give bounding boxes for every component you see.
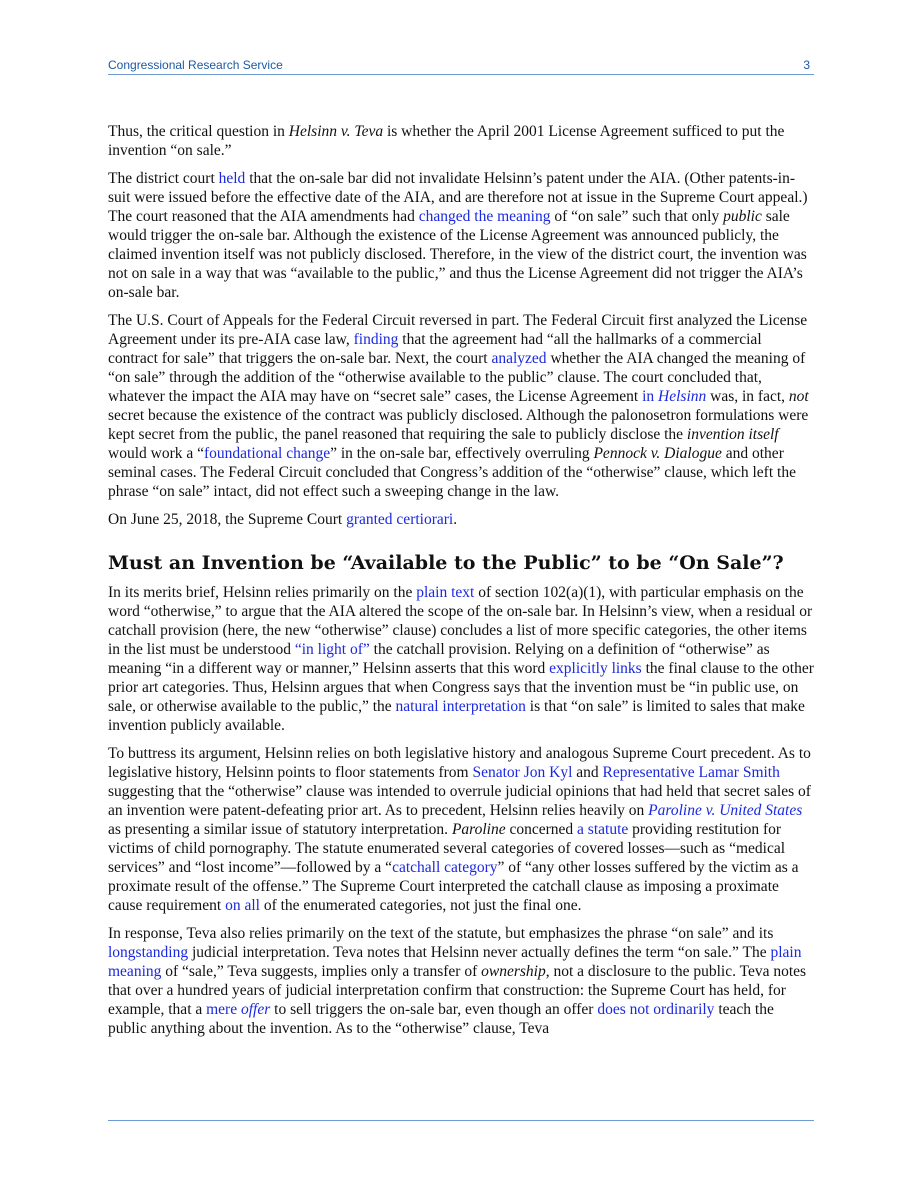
text: secret because the existence of the contract was publicly disclosed. Although the palonosetron formulations were kept secret from the public, the panel reasoned that requiring the sale to publicly disclose the	[108, 407, 809, 443]
link-changed-the-meaning[interactable]: changed the meaning	[418, 208, 551, 225]
emphasis: ownership	[481, 963, 546, 980]
text: the final clause to the other prior art categories. Thus, Helsinn argues that when Congress says that the invention must be “in public use, on sale, or otherwise available to the public,” the	[108, 660, 814, 715]
link-paroline-v-united-states[interactable]	[648, 802, 802, 819]
link-text: mere	[206, 1001, 241, 1018]
document-body	[108, 122, 814, 1047]
link-senator-jon-kyl[interactable]: Senator Jon Kyl	[472, 764, 573, 781]
link-analyzed[interactable]: analyzed	[491, 350, 547, 367]
link-catchall-category[interactable]: catchall category	[392, 859, 498, 876]
text: The district court	[108, 170, 219, 187]
link-finding[interactable]: finding	[353, 331, 399, 348]
text: On June 25, 2018, the Supreme Court	[108, 511, 347, 528]
link-a-statute[interactable]: a statute	[577, 821, 629, 838]
text: judicial interpretation. Teva notes that Helsinn never actually defines the term “on sale.” The	[188, 944, 771, 961]
text: is whether the April 2001 License Agreement sufficed to put the invention “on sale.”	[108, 123, 785, 159]
link-text-italic: Paroline v. United States	[648, 802, 803, 819]
footer-divider	[108, 1120, 814, 1121]
text: To buttress its argument, Helsinn relies on both legislative history and analogous Supreme Court precedent. As to legislative history, Helsinn points to floor statements from	[108, 745, 811, 781]
link-does-not-ordinarily[interactable]: does not ordinarily	[597, 1001, 715, 1018]
paragraph-6	[108, 744, 814, 915]
link-in-light-of[interactable]: “in light of”	[294, 641, 370, 658]
header-title: Congressional Research Service	[108, 58, 283, 72]
link-natural-interpretation[interactable]: natural interpretation	[395, 698, 526, 715]
text: sale would trigger the on-sale bar. Although the existence of the License Agreement was announced publicly, the claimed invention itself was not publicly disclosed. Therefore, in the view of the district court, the invention was not on sale in a way that was “available to the public,” and thus the License Agreement did not trigger the AIA’s on-sale bar.	[108, 208, 807, 301]
link-in-helsinn[interactable]	[642, 388, 706, 405]
link-granted-certiorari[interactable]: granted certiorari	[346, 511, 454, 528]
page-header	[108, 58, 814, 75]
text: the catchall provision. Relying on a definition of “otherwise” as meaning “in a different way or manner,” Helsinn asserts that this word	[108, 641, 770, 677]
paragraph-3	[108, 311, 814, 501]
text: In response, Teva also relies primarily on the text of the statute, but emphasizes the phrase “on sale” and its	[108, 925, 774, 942]
section-heading: Must an Invention be “Available to the Public” to be “On Sale”?	[108, 552, 784, 574]
text: of the enumerated categories, not just the final one.	[259, 897, 582, 914]
text: of “sale,” Teva suggests, implies only a transfer of	[161, 963, 482, 980]
link-plain-meaning[interactable]: plain meaning	[108, 944, 802, 980]
emphasis: invention itself	[686, 426, 779, 443]
case-name: Paroline	[451, 821, 506, 838]
paragraph-5	[108, 583, 814, 735]
text: In its merits brief, Helsinn relies primarily on the	[108, 584, 417, 601]
text: teach the public anything about the invention. As to the “otherwise” clause, Teva	[108, 1001, 774, 1037]
link-held[interactable]: held	[218, 170, 246, 187]
text: providing restitution for victims of child pornography. The statute enumerated several categories of covered losses—such as “medical services” and “lost income”—followed by a “	[108, 821, 786, 876]
link-mere-offer[interactable]	[206, 1001, 270, 1018]
text: ” in the on-sale bar, effectively overruling	[330, 445, 594, 462]
text: and other seminal cases. The Federal Circuit concluded that Congress’s addition of the “otherwise” clause, which left the phrase “on sale” intact, did not effect such a sweeping change in the law.	[108, 445, 796, 500]
link-foundational-change[interactable]: foundational change	[204, 445, 331, 462]
link-on-all[interactable]: on all	[225, 897, 260, 914]
text: of section 102(a)(1), with particular emphasis on the word “otherwise,” to argue that the AIA altered the scope of the on-sale bar. In Helsinn’s view, when a residual or catchall provision (here, the new “otherwise” clause) concludes a list of more specific categories, the other items in the list must be understood	[108, 584, 813, 658]
header-divider	[108, 74, 814, 75]
text: as presenting a similar issue of statutory interpretation.	[108, 821, 452, 838]
text: concerned	[505, 821, 578, 838]
link-explicitly-links[interactable]: explicitly links	[549, 660, 642, 677]
text: and	[572, 764, 603, 781]
case-name: Helsinn v. Teva	[288, 123, 384, 140]
text: , not a disclosure to the public. Teva notes that over a hundred years of judicial interpretation confirm that construction: the Supreme Court has held, for example, that a	[108, 963, 807, 1018]
link-text: in	[642, 388, 659, 405]
text: to sell triggers the on-sale bar, even though an offer	[270, 1001, 598, 1018]
case-name: Pennock v. Dialogue	[593, 445, 722, 462]
paragraph-1	[108, 122, 814, 160]
text: whether the AIA changed the meaning of “on sale” through the addition of the “otherwise available to the public” clause. The court concluded that, whatever the impact the AIA may have on “secret sale” cases, the License Agreement	[108, 350, 806, 405]
text: ” of “any other losses suffered by the victim as a proximate result of the offense.” The Supreme Court interpreted the catchall clause as imposing a proximate cause requirement	[108, 859, 799, 914]
link-text-italic: offer	[240, 1001, 271, 1018]
text: was, in fact,	[706, 388, 789, 405]
link-text-italic: Helsinn	[658, 388, 707, 405]
text: is that “on sale” is limited to sales that make invention publicly available.	[108, 698, 805, 734]
paragraph-2	[108, 169, 814, 302]
text: that the on-sale bar did not invalidate Helsinn’s patent under the AIA. (Other patents-in-suit were issued before the effective date of the AIA, and are therefore not at issue in the Supreme Court appeal.) The court reasoned that the AIA amendments had	[108, 170, 808, 225]
page-number: 3	[803, 58, 810, 72]
text: of “on sale” such that only	[550, 208, 724, 225]
link-plain-text[interactable]: plain text	[416, 584, 475, 601]
text: Thus, the critical question in	[108, 123, 289, 140]
text: that the agreement had “all the hallmarks of a commercial contract for sale” that triggers the on-sale bar. Next, the court	[108, 331, 762, 367]
text: The U.S. Court of Appeals for the Federal Circuit reversed in part. The Federal Circuit first analyzed the License Agreement under its pre-AIA case law,	[108, 312, 808, 348]
emphasis: public	[723, 208, 762, 225]
link-longstanding[interactable]: longstanding	[108, 944, 189, 961]
paragraph-4	[108, 510, 814, 529]
link-representative-lamar-smith[interactable]: Representative Lamar Smith	[602, 764, 780, 781]
paragraph-7	[108, 924, 814, 1038]
text: .	[453, 511, 458, 528]
text: suggesting that the “otherwise” clause was intended to overrule judicial opinions that had held that secret sales of an invention were patent-defeating prior art. As to precedent, Helsinn relies heavily on	[108, 783, 811, 819]
emphasis: not	[788, 388, 809, 405]
text: would work a “	[108, 445, 204, 462]
